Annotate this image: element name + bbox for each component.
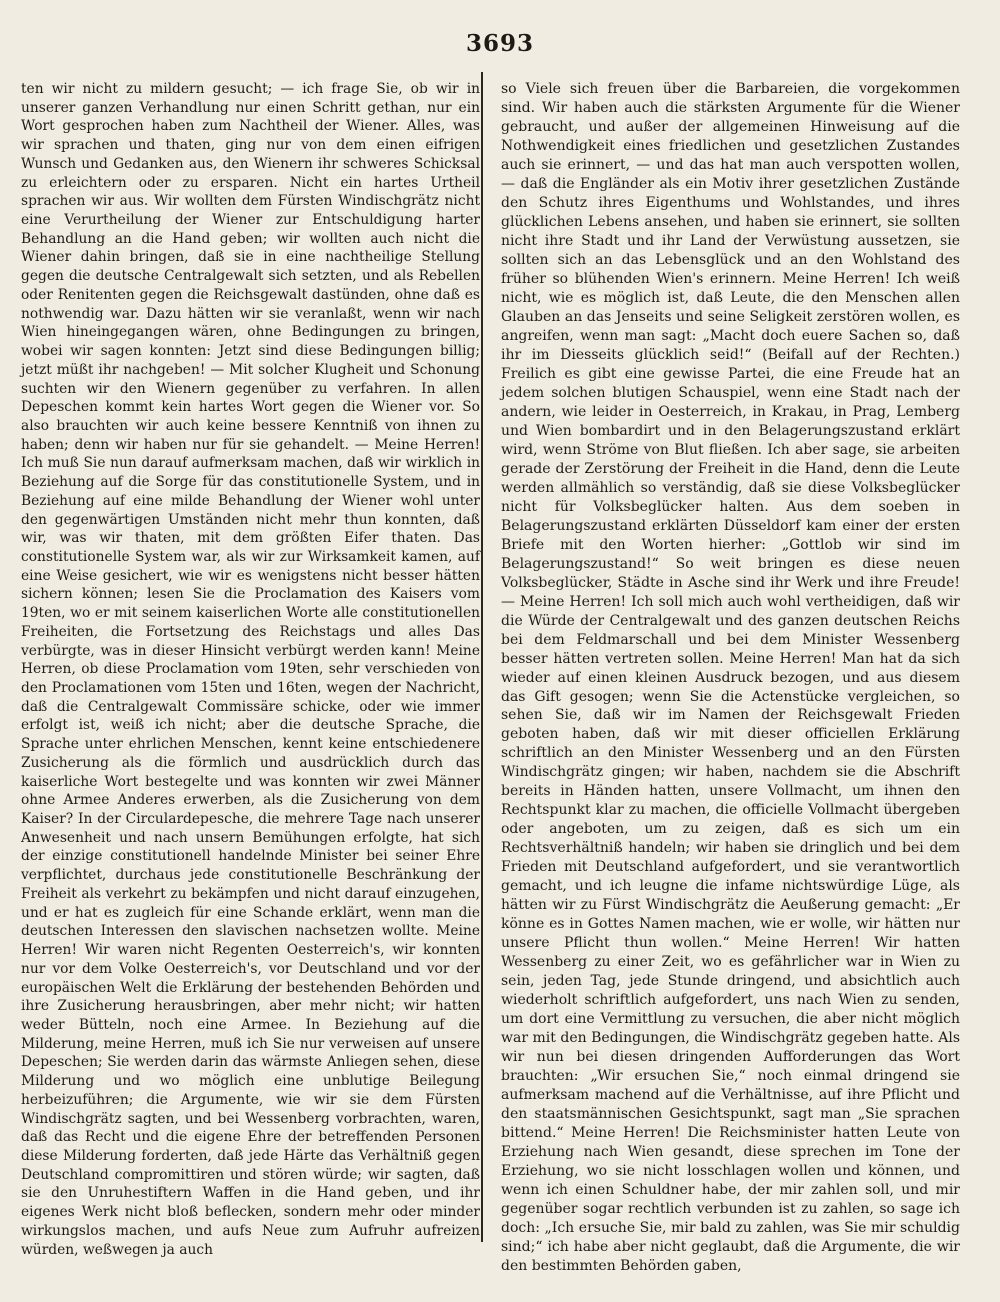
left-column (21, 80, 480, 1259)
column-divider (481, 72, 483, 1242)
page-number: 3693 (465, 30, 534, 57)
left-column-text: ten wir nicht zu mildern gesucht; — ich frage Sie, ob wir in unserer ganzen Verhandlung nur einen Schritt gethan, nur ein Wort gesprochen haben zum Nachtheil der Wiener. Alles, was wir sprachen und thaten, ging nur von dem einen eifrigen Wunsch und Gedanken aus, den Wienern ihr schweres Schicksal zu erleichtern oder zu ersparen. Nicht ein hartes Urtheil sprachen wir aus. Wir wollten dem Fürsten Windischgrätz nicht eine Verurtheilung der Wiener zur Entschuldigung harter Behandlung an die Hand geben; wir wollten auch nicht die Wiener dahin bringen, daß sie in eine nachtheilige Stellung gegen die deutsche Centralgewalt sich setzten, und als Rebellen oder Renitenten gegen die Reichsgewalt dastünden, ohne daß es nothwendig war. Dazu hätten wir sie veranlaßt, wenn wir nach Wien hineingegangen wären, ohne Bedingungen zu bringen, wobei wir sagen konnten: Jetzt sind diese Bedingungen billig; jetzt müßt ihr nachgeben! — Mit solcher Klugheit und Schonung suchten wir den Wienern gegenüber zu verfahren. In allen Depeschen kommt kein hartes Wort gegen die Wiener vor. So also brauchten wir auch keine bessere Kenntniß von ihnen zu haben; denn wir haben nur für sie gehandelt. — Meine Herren! Ich muß Sie nun darauf aufmerksam machen, daß wir wirklich in Beziehung auf die Sorge für das constitutionelle System, und in Beziehung auf eine milde Behandlung der Wiener wohl unter den gegenwärtigen Umständen nicht mehr thun konnten, daß wir, was wir thaten, mit dem größten Eifer thaten. Das constitutionelle System war, als wir zur Wirksamkeit kamen, auf eine Weise gesichert, wie wir es wenigstens nicht besser hätten sichern können; lesen Sie die Proclamation des Kaisers vom 19ten, wo er mit seinem kaiserlichen Worte alle constitutionellen Freiheiten, die Fortsetzung des Reichstags und alles Das verbürgte, was in dieser Hinsicht verbürgt werden kann! Meine Herren, ob diese Proclamation vom 19ten, sehr verschieden von den Proclamationen vom 15ten und 16ten, wegen der Nachricht, daß die Centralgewalt Commissäre schicke, oder wie immer erfolgt ist, weiß ich nicht; aber die deutsche Sprache, die Sprache unter ehrlichen Menschen, kennt keine entschiedenere Zusicherung als die förmlich und ausdrücklich durch das kaiserliche Wort bestegelte und was konnten wir zwei Männer ohne Armee Anderes erwerben, als die Zusicherung von dem Kaiser? In der Circulardepesche, die mehrere Tage nach unserer Anwesenheit und nach unsern Bemühungen erfolgte, hat sich der einzige constitutionell handelnde Minister bei seiner Ehre verpflichtet, durchaus jede constitutionelle Beschränkung der Freiheit als verkehrt zu bekämpfen und nicht darauf einzugehen, und er hat es zugleich für eine Schande erklärt, wenn man die deutschen Interessen den slavischen nachsetzen wollte. Meine Herren! Wir waren nicht Regenten Oesterreich's, wir konnten nur vor dem Volke Oesterreich's, vor Deutschland und vor der europäischen Welt die Erklärung der bestehenden Behörden und ihre Zusicherung herausbringen, aber mehr nicht; wir hatten weder Bütteln, noch eine Armee. In Beziehung auf die Milderung, meine Herren, muß ich Sie nur verweisen auf unsere Depeschen; Sie werden darin das wärmste Anliegen sehen, diese Milderung und wo möglich eine unblutige Beilegung herbeizuführen; die Argumente, wie wir sie dem Fürsten Windischgrätz sagten, und bei Wessenberg vorbrachten, waren, daß das Recht und die eigene Ehre der betreffenden Personen diese Milderung forderten, daß jede Härte das Verhältniß gegen Deutschland compromittiren und stören würde; wir sagten, daß sie den Unruhestiftern Waffen in die Hand geben, und ihr eigenes Werk nicht bloß beflecken, sondern mehr oder minder wirkungslos machen, und aufs Neue zum Aufruhr aufreizen würden, weßwegen ja auch (21, 81, 480, 1258)
right-column (501, 80, 960, 1276)
right-column-text: so Viele sich freuen über die Barbareien, die vorgekommen sind. Wir haben auch die stärksten Argumente für die Wiener gebraucht, und außer der allgemeinen Hinweisung auf die Nothwendigkeit eines friedlichen und gesetzlichen Zustandes auch sie erinnert, — und das hat man auch verspotten wollen, — daß die Engländer als ein Motiv ihrer gesetzlichen Zustände den Schutz ihres Eigenthums und Wohlstandes, und ihres glücklichen Lebens ansehen, und haben sie erinnert, sie sollten nicht ihre Stadt und ihr Land der Verwüstung aussetzen, sie sollten sich an das Lebensglück und an den Wohlstand des früher so blühenden Wien's erinnern. Meine Herren! Ich weiß nicht, wie es möglich ist, daß Leute, die den Menschen allen Glauben an das Jenseits und seine Seligkeit zerstören wollen, es angreifen, wenn man sagt: „Macht doch euere Sachen so, daß ihr im Diesseits glücklich seid!“ (Beifall auf der Rechten.) Freilich es gibt eine gewisse Partei, die eine Freude hat an jedem solchen blutigen Schauspiel, wenn eine Stadt nach der andern, wie leider in Oesterreich, in Krakau, in Prag, Lemberg und Wien bombardirt und in den Belagerungszustand erklärt wird, wenn Ströme von Blut fließen. Ich aber sage, sie arbeiten gerade der Zerstörung der Freiheit in die Hand, denn die Leute werden allmählich so verständig, daß sie diese Volksbeglücker nicht für Volksbeglücker halten. Aus dem soeben in Belagerungszustand erklärten Düsseldorf kam einer der ersten Briefe mit den Worten hierher: „Gottlob wir sind im Belagerungszustand!“ So weit bringen es diese neuen Volksbeglücker, Städte in Asche sind ihr Werk und ihre Freude! — Meine Herren! Ich soll mich auch wohl vertheidigen, daß wir die Würde der Centralgewalt und des ganzen deutschen Reichs bei dem Feldmarschall und bei dem Minister Wessenberg besser hätten vertreten sollen. Meine Herren! Man hat da sich wieder auf einen kleinen Ausdruck bezogen, und aus diesem das Gift gesogen; wenn Sie die Actenstücke vergleichen, so sehen Sie, daß wir im Namen der Reichsgewalt Frieden geboten haben, daß wir mit dieser officiellen Erklärung schriftlich an den Minister Wessenberg und an den Fürsten Windischgrätz gingen; wir haben, nachdem sie die Abschrift bereits in Händen hatten, unsere Vollmacht, um ihnen den Rechtspunkt klar zu machen, die officielle Vollmacht übergeben oder angeboten, um zu zeigen, daß es sich um ein Rechtsverhältniß handeln; wir haben sie dringlich und bei dem Frieden mit Deutschland aufgefordert, und sie verantwortlich gemacht, und ich leugne die infame nichtswürdige Lüge, als hätten wir zu Fürst Windischgrätz die Aeußerung gemacht: „Er könne es in Gottes Namen machen, wie er wolle, wir hätten nur unsere Pflicht thun wollen.“ Meine Herren! Wir hatten Wessenberg zu einer Zeit, wo es gefährlicher war in Wien zu sein, jeden Tag, jede Stunde dringend, und absichtlich auch wiederholt schriftlich aufgefordert, uns nach Wien zu senden, um dort eine Vermittlung zu versuchen, die aber nicht möglich war mit den Bedingungen, die Windischgrätz gegeben hatte. Als wir nun bei diesen dringenden Aufforderungen das Wort brauchten: „Wir ersuchen Sie,“ noch einmal dringend sie aufmerksam machend auf die Verhältnisse, auf ihre Pflicht und den staatsmännischen Gesichtspunkt, sagt man „Sie sprachen bittend.“ Meine Herren! Die Reichsminister hatten Leute von Erziehung nach Wien gesandt, diese sprechen im Tone der Erziehung, wo sie nicht losschlagen wollen und können, und wenn ich einen Schuldner habe, der mir zahlen soll, und mir gegenüber sogar rechtlich verbunden ist zu zahlen, so sage ich doch: „Ich ersuche Sie, mir bald zu zahlen, was Sie mir schuldig sind;“ ich habe aber nicht geglaubt, daß die Argumente, die wir den bestimmten Behörden gaben, (501, 81, 960, 1275)
